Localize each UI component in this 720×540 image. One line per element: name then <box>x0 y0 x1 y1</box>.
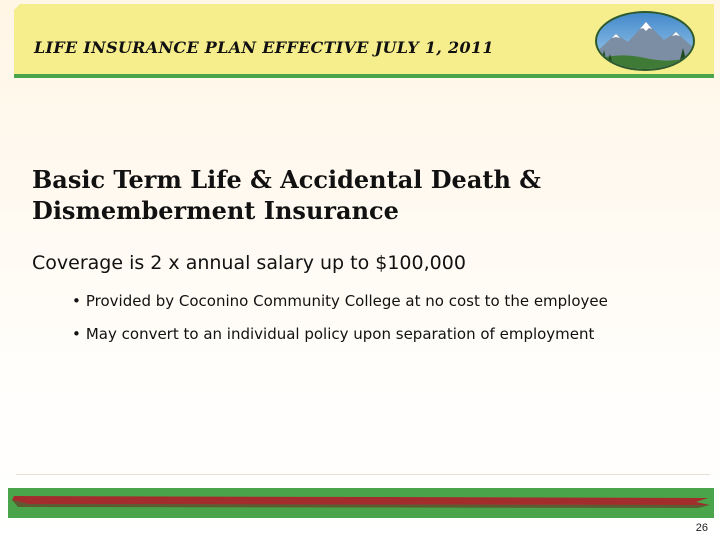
bullet-item <box>72 292 608 310</box>
bullet-text: Provided by Coconino Community College at no cost to the employee <box>85 292 608 310</box>
coverage-text: Coverage is 2 x annual salary up to $100,000 <box>32 252 466 274</box>
slide-heading-line2: Dismemberment Insurance <box>32 196 399 225</box>
slide-heading-line1: Basic Term Life & Accidental Death & <box>32 165 541 194</box>
mountain-landscape-logo-icon <box>594 10 696 72</box>
slide-header-title: LIFE INSURANCE PLAN EFFECTIVE JULY 1, 2011 <box>34 38 494 57</box>
footer-divider <box>16 474 710 475</box>
slide-heading <box>32 164 692 226</box>
bullet-glyph: • <box>72 325 81 343</box>
page-number: 26 <box>695 522 708 534</box>
footer-decorative-band <box>8 488 714 518</box>
bullet-glyph: • <box>72 292 81 310</box>
bullet-item <box>72 325 594 343</box>
bullet-text: May convert to an individual policy upon separation of employment <box>85 325 595 343</box>
